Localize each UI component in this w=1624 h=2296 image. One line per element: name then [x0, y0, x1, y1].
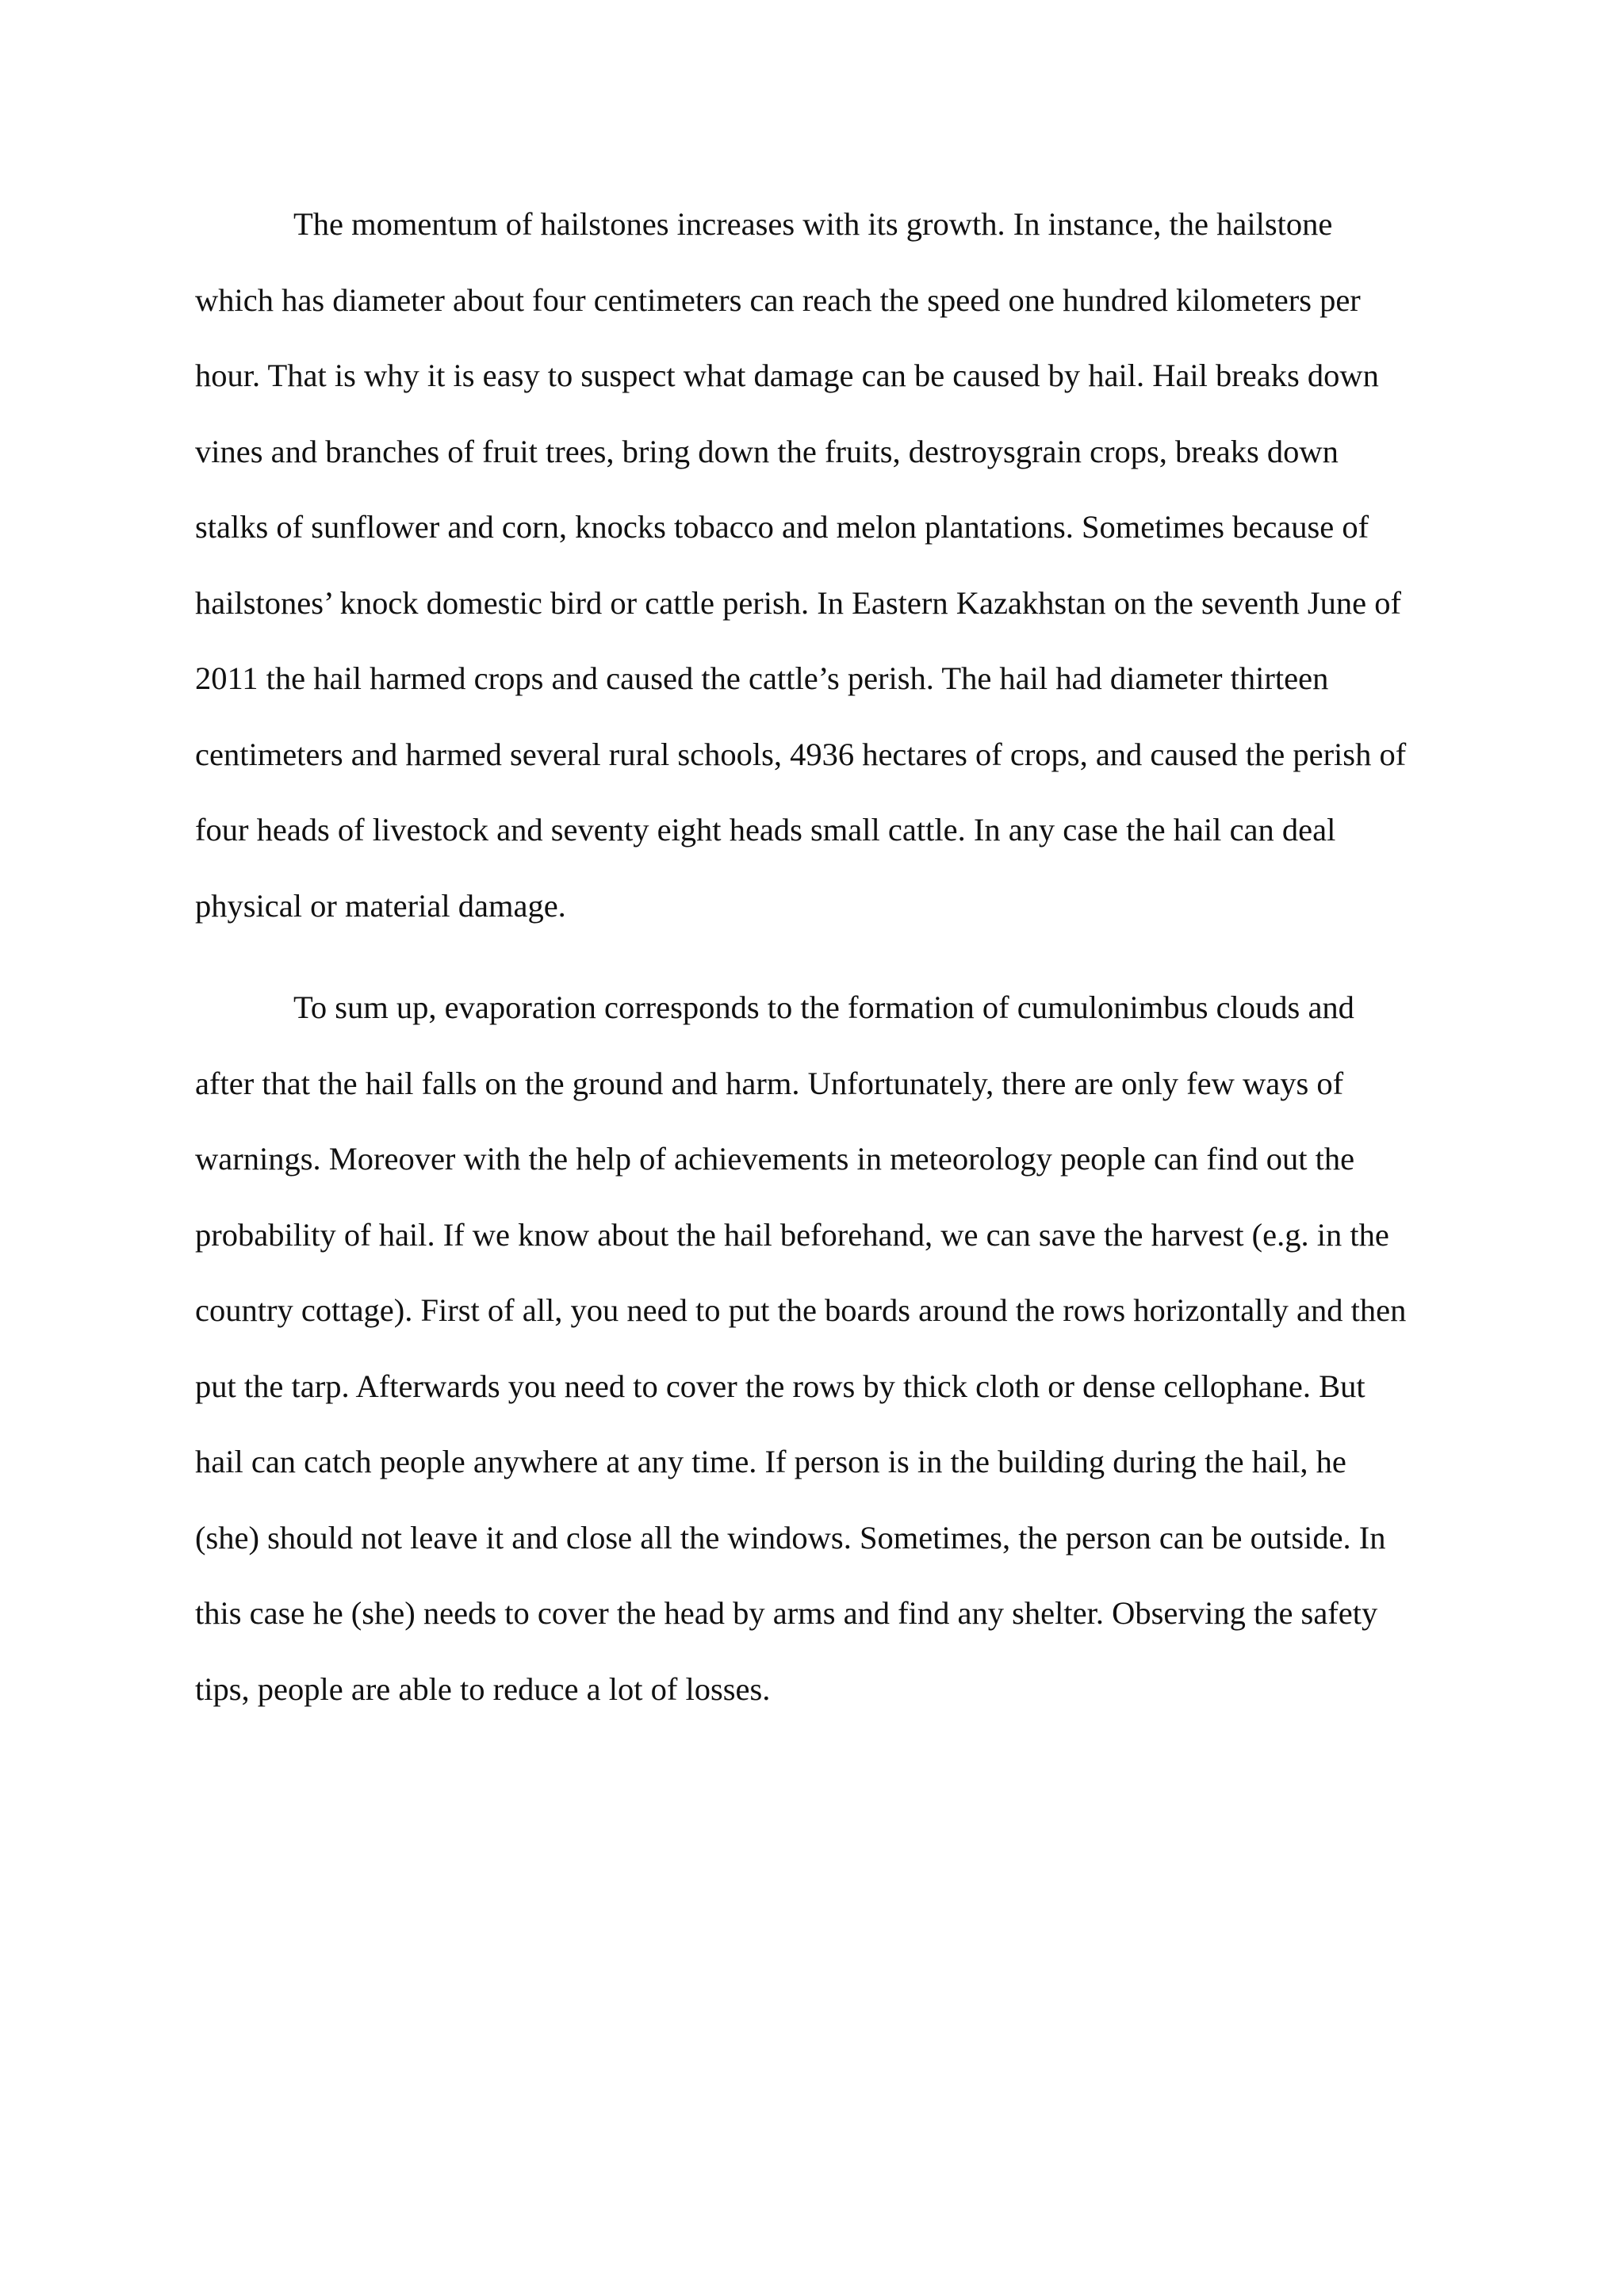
paragraph-spacer — [195, 943, 1448, 970]
paragraph-line: (she) should not leave it and close all the windows. Sometimes, the person can be outside. In — [195, 1519, 1386, 1556]
paragraph-line: 2011 the hail harmed crops and caused the cattle’s perish. The hail had diameter thirteen — [195, 660, 1329, 696]
paragraph-line: which has diameter about four centimeters can reach the speed one hundred kilometers per — [195, 281, 1361, 318]
paragraph-hail-damage — [195, 186, 1448, 943]
paragraph-line: hour. That is why it is easy to suspect what damage can be caused by hail. Hail breaks down — [195, 358, 1379, 393]
document-body — [195, 186, 1448, 1727]
paragraph-line: country cottage). First of all, you need to put the boards around the rows horizontally and then — [195, 1292, 1407, 1328]
paragraph-line: put the tarp. Afterwards you need to cover the rows by thick cloth or dense cellophane. But — [195, 1368, 1365, 1404]
paragraph-line: probability of hail. If we know about the hail beforehand, we can save the harvest (e.g. in the — [195, 1216, 1389, 1253]
paragraph-line: hail can catch people anywhere at any time. If person is in the building during the hail, he — [195, 1444, 1346, 1479]
paragraph-line: physical or material damage. — [195, 887, 566, 924]
paragraph-line: after that the hail falls on the ground and harm. Unfortunately, there are only few ways of — [195, 1065, 1344, 1101]
paragraph-line: hailstones’ knock domestic bird or cattle perish. In Eastern Kazakhstan on the seventh June of — [195, 584, 1401, 621]
paragraph-line: tips, people are able to reduce a lot of losses. — [195, 1670, 771, 1707]
paragraph-line: this case he (she) needs to cover the head by arms and find any shelter. Observing the safety — [195, 1595, 1378, 1631]
paragraph-line: centimeters and harmed several rural schools, 4936 hectares of crops, and caused the perish of — [195, 736, 1407, 772]
paragraph-line: The momentum of hailstones increases with its growth. In instance, the hailstone — [293, 206, 1333, 242]
paragraph-conclusion — [195, 970, 1448, 1727]
paragraph-line: vines and branches of fruit trees, bring down the fruits, destroysgrain crops, breaks down — [195, 433, 1339, 469]
paragraph-line: To sum up, evaporation corresponds to the formation of cumulonimbus clouds and — [293, 989, 1354, 1025]
paragraph-line: stalks of sunflower and corn, knocks tobacco and melon plantations. Sometimes because of — [195, 509, 1369, 545]
paragraph-line: warnings. Moreover with the help of achievements in meteorology people can find out the — [195, 1141, 1355, 1177]
paragraph-line: four heads of livestock and seventy eight heads small cattle. In any case the hail can deal — [195, 812, 1336, 848]
